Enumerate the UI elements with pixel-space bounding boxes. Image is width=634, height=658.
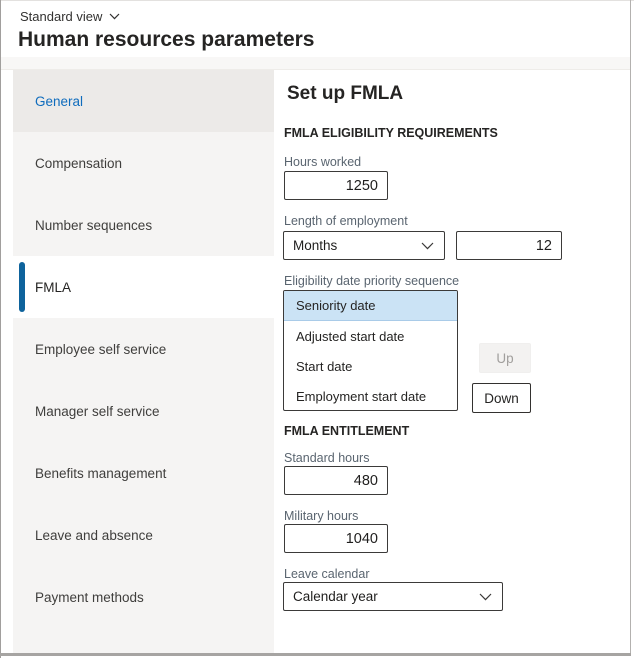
chevron-down-icon [421,242,434,250]
sidebar-item-fmla[interactable] [13,256,274,318]
sidebar-item-leave-and-absence[interactable] [13,504,274,566]
hours-worked-label: Hours worked [284,155,362,169]
list-option-label: Start date [296,358,353,374]
list-option-start-date[interactable] [284,351,457,381]
view-selector-dropdown[interactable] [20,9,120,24]
chevron-down-icon [479,593,492,601]
leave-calendar-select[interactable] [283,582,503,611]
eligibility-date-priority-listbox [283,290,458,411]
standard-hours-label: Standard hours [284,451,370,465]
sidebar-item-employee-self-service[interactable] [13,318,274,380]
sidebar-item-label: Number sequences [35,217,153,233]
sidebar-item-label: Employee self service [35,341,167,357]
sidebar-item-number-sequences[interactable] [13,194,274,256]
sidebar-item-general[interactable] [13,70,274,132]
move-down-button[interactable]: Down [472,383,531,413]
window-border-right [630,0,631,655]
sidebar-item-label: Manager self service [35,403,160,419]
length-of-employment-value-input[interactable] [456,231,562,260]
settings-tab-sidebar [13,70,274,653]
header-divider-strip [1,57,630,70]
window-border-left [0,0,1,658]
sidebar-item-payment-methods[interactable] [13,566,274,628]
hours-worked-input[interactable] [284,171,388,200]
move-up-button[interactable]: Up [479,343,531,373]
selected-leave-calendar-value: Calendar year [293,589,378,604]
sidebar-item-compensation[interactable] [13,132,274,194]
military-hours-label: Military hours [284,509,359,523]
eligibility-section-title: FMLA ELIGIBILITY REQUIREMENTS [284,126,498,140]
panel-heading: Set up FMLA [287,83,404,104]
standard-hours-input[interactable] [284,466,388,495]
sidebar-item-manager-self-service[interactable] [13,380,274,442]
selected-unit-value: Months [293,238,338,253]
view-selector-label: Standard view [20,9,103,24]
sidebar-item-label: General [35,93,84,109]
entitlement-section-title: FMLA ENTITLEMENT [284,424,410,438]
page-title: Human resources parameters [18,28,315,51]
eligibility-date-priority-label: Eligibility date priority sequence [284,274,460,288]
active-tab-indicator-bar [19,262,25,312]
chevron-down-icon [109,13,120,20]
list-option-adjusted-start-date[interactable] [284,321,457,351]
length-of-employment-label: Length of employment [284,214,408,228]
military-hours-input[interactable] [284,524,388,553]
list-option-label: Employment start date [296,388,427,404]
list-option-seniority-date[interactable] [284,291,457,321]
sidebar-item-label: Compensation [35,155,123,171]
length-of-employment-unit-select[interactable] [283,231,445,260]
sidebar-item-benefits-management[interactable] [13,442,274,504]
window-border-bottom [0,653,631,656]
leave-calendar-label: Leave calendar [284,567,370,581]
list-option-label: Seniority date [296,298,376,313]
sidebar-item-label: Payment methods [35,589,144,605]
list-option-employment-start-date[interactable] [284,381,457,411]
window-border-top [0,0,634,1]
list-option-label: Adjusted start date [296,328,405,344]
sidebar-item-label: Leave and absence [35,527,153,543]
sidebar-item-label: FMLA [35,279,72,295]
sidebar-item-label: Benefits management [35,465,167,481]
fmla-settings-panel [274,70,630,653]
